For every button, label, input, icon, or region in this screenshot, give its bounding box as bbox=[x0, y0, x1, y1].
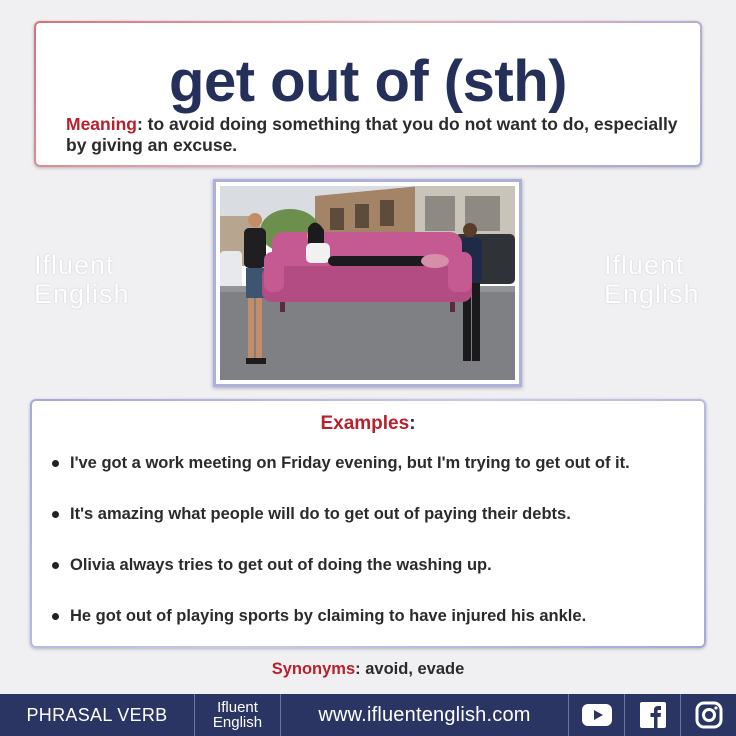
phrase-title: get out of (sth) bbox=[169, 49, 567, 114]
example-text: Olivia always tries to get out of doing the washing up. bbox=[70, 556, 492, 574]
synonyms-text: : avoid, evade bbox=[355, 660, 465, 678]
footer-logo bbox=[195, 694, 281, 736]
examples-list bbox=[52, 452, 692, 656]
watermark-line2: English bbox=[34, 279, 130, 309]
examples-heading-colon: : bbox=[409, 413, 416, 434]
youtube-icon[interactable] bbox=[569, 694, 625, 736]
example-item bbox=[52, 605, 692, 656]
examples-card bbox=[30, 399, 706, 648]
bullet-icon bbox=[52, 511, 59, 518]
synonyms-label: Synonyms bbox=[271, 660, 356, 678]
instagram-icon[interactable] bbox=[681, 694, 736, 736]
footer-logo-line1: Ifluent bbox=[217, 699, 258, 716]
bullet-icon bbox=[52, 562, 59, 569]
examples-heading-label: Examples bbox=[320, 413, 410, 434]
watermark-line1: Ifluent bbox=[604, 250, 685, 280]
example-item bbox=[52, 554, 692, 605]
meaning-text bbox=[66, 114, 686, 156]
meaning-label: Meaning bbox=[66, 114, 137, 134]
bullet-icon bbox=[52, 613, 59, 620]
title-card bbox=[34, 21, 702, 167]
footer-category: PHRASAL VERB bbox=[0, 694, 195, 736]
watermark-right bbox=[604, 251, 700, 309]
watermark-line2: English bbox=[604, 279, 700, 309]
example-item bbox=[52, 503, 692, 554]
bullet-icon bbox=[52, 460, 59, 467]
example-item bbox=[52, 452, 692, 503]
watermark-line1: Ifluent bbox=[34, 250, 115, 280]
footer-bar bbox=[0, 694, 736, 736]
watermark-left bbox=[34, 251, 130, 309]
website-link[interactable]: www.ifluentenglish.com bbox=[281, 694, 569, 736]
example-text: It's amazing what people will do to get out of paying their debts. bbox=[70, 505, 571, 523]
facebook-icon[interactable] bbox=[625, 694, 681, 736]
footer-logo-line2: English bbox=[212, 714, 263, 731]
photo-scene bbox=[220, 186, 515, 380]
synonyms-line bbox=[0, 660, 736, 679]
example-text: He got out of playing sports by claiming to have injured his ankle. bbox=[70, 607, 587, 625]
examples-heading bbox=[32, 413, 704, 435]
example-text: I've got a work meeting on Friday evening, but I'm trying to get out of it. bbox=[70, 454, 630, 472]
meaning-definition: : to avoid doing something that you do not want to do, especially by giving an excuse. bbox=[66, 114, 678, 155]
illustration-photo bbox=[213, 179, 522, 387]
